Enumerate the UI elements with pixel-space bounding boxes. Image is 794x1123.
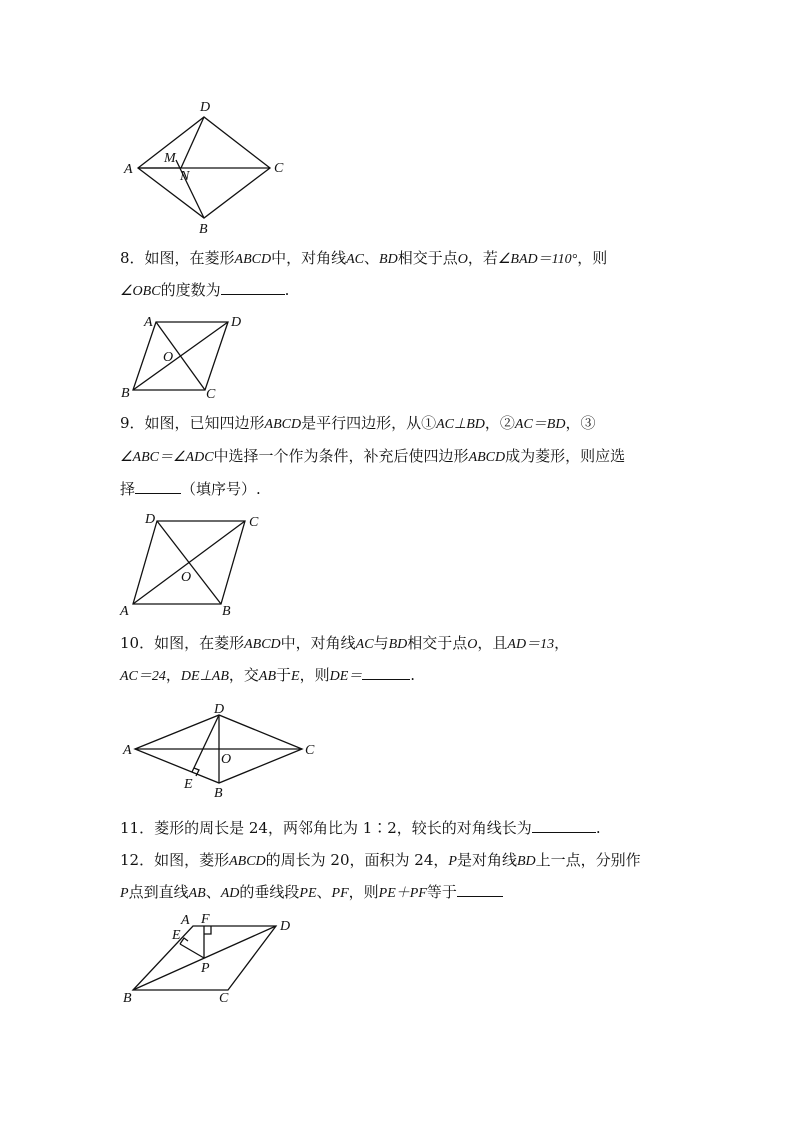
fig10-label-e: E (184, 777, 193, 792)
q9-text: 9．如图，已知四边形 (120, 414, 265, 432)
fig9-label-o: O (181, 570, 192, 585)
q12-text: 的垂线段 (239, 883, 300, 901)
q9-condition-2: AC＝BD (514, 417, 566, 432)
q10-text: 中，对角线 (280, 634, 356, 652)
q8-abcd: ABCD (234, 252, 272, 267)
fig12-label-e: E (172, 928, 181, 943)
q9-condition-3: ∠ABC＝∠ADC (120, 450, 214, 465)
q8-end: . (284, 281, 290, 299)
fig12-label-c: C (219, 991, 229, 1006)
q8-ac: AC (346, 252, 365, 267)
fig7-label-b: B (199, 222, 208, 237)
q8-text: ，则 (577, 249, 608, 267)
fig12-right-angle-f (204, 926, 211, 934)
q10-text: ，则 (299, 666, 330, 684)
q8-text: 相交于点 (397, 249, 458, 267)
fig9-label-d: D (145, 512, 156, 527)
fig7-label-n: N (180, 169, 190, 184)
q10-text: 相交于点 (407, 634, 468, 652)
fig7-label-c: C (274, 161, 284, 176)
fig7-label-d: D (200, 100, 211, 115)
q8-text: 8．如图，在菱形 (120, 249, 235, 267)
q12-ad: AD (220, 886, 240, 901)
q12-text: 是对角线 (456, 851, 517, 869)
q12-pe: PE (299, 886, 317, 901)
q9-text: 是平行四边形，从① (301, 414, 437, 432)
q8-bd: BD (379, 252, 398, 267)
q12-text: 、 (205, 883, 221, 901)
q12-text: 上一点，分别作 (535, 851, 641, 869)
fig9-label-a: A (120, 604, 129, 619)
q12-pf: PF (331, 886, 349, 901)
fig12-label-a: A (181, 913, 190, 928)
q10-text: 10．如图，在菱形 (120, 634, 245, 652)
fig9-label-c: C (249, 515, 259, 530)
q12-text: 等于 (426, 883, 457, 901)
q12-text: 12．如图，菱形 (120, 851, 230, 869)
fig9-label-b: B (222, 604, 231, 619)
q12-abcd: ABCD (229, 854, 266, 869)
fig8-label-d: D (231, 315, 242, 330)
q12-p: P (120, 886, 129, 901)
q10-de: DE＝ (329, 669, 363, 684)
fig10-label-a: A (123, 743, 132, 758)
q9-text: （填序号）. (181, 480, 261, 498)
fig10-label-d: D (214, 702, 225, 717)
q10-ab: AB (258, 669, 276, 684)
q9-abcd: ABCD (468, 450, 506, 465)
q10-text: 与 (373, 634, 389, 652)
q8-text: ，若 (467, 249, 498, 267)
q9-text: 择 (120, 480, 136, 498)
q12-ab: AB (188, 886, 206, 901)
q11-end: . (595, 819, 601, 837)
q8-obc: ∠OBC (120, 284, 161, 299)
q10-ac: AC (355, 637, 374, 652)
q10-e: E (291, 669, 300, 684)
fig12-segment-pe (180, 944, 204, 958)
fig8-label-o: O (163, 350, 174, 365)
q10-text: 于 (276, 666, 292, 684)
q10-bd: BD (388, 637, 408, 652)
q9-abcd: ABCD (264, 417, 302, 432)
q10-ac24: AC＝24 (120, 669, 166, 684)
q12-text: 的周长为 20，面积为 24， (265, 851, 449, 869)
fig12-label-b: B (123, 991, 132, 1006)
fig12-label-d: D (280, 919, 291, 934)
fig10-label-o: O (221, 752, 232, 767)
q9-text: 成为菱形，则应选 (505, 447, 626, 465)
q9-text: 中选择一个作为条件，补充后使四边形 (213, 447, 469, 465)
q9-text: ，② (484, 414, 515, 432)
fig10-label-c: C (305, 743, 315, 758)
q12-sum: PE＋PF (378, 886, 427, 901)
q10-abcd: ABCD (244, 637, 281, 652)
q8-text: 的度数为 (160, 281, 221, 299)
q12-text: 、 (316, 883, 332, 901)
q10-end: . (410, 666, 416, 684)
q10-ad: AD＝13 (507, 637, 555, 652)
fig8-label-a: A (144, 315, 153, 330)
fig8-label-c: C (206, 387, 216, 402)
q8-o: O (457, 252, 468, 267)
q8-text: 、 (364, 249, 380, 267)
fig7-label-m: M (164, 151, 176, 166)
q12-bd: BD (516, 854, 536, 869)
q10-text: ， (165, 666, 181, 684)
q10-o: O (467, 637, 478, 652)
q12-text: 点到直线 (128, 883, 189, 901)
q10-text: ， (554, 634, 570, 652)
fig8-label-b: B (121, 386, 130, 401)
q10-text: ，交 (228, 666, 259, 684)
q12-p: P (448, 854, 457, 869)
q10-de-perp-ab: DE⊥AB (180, 669, 229, 684)
fig12-label-p: P (201, 961, 210, 976)
q9-text: ，③ (565, 414, 596, 432)
fig12-label-f: F (201, 912, 210, 927)
q11-text: 11．菱形的周长是 24，两邻角比为 1∶2，较长的对角线长为 (120, 819, 532, 837)
q10-text: ，且 (477, 634, 508, 652)
q9-condition-1: AC⊥BD (436, 417, 485, 432)
fig7-label-a: A (124, 162, 133, 177)
fig10-label-b: B (214, 786, 223, 801)
q8-text: 中，对角线 (271, 249, 347, 267)
q8-condition: ∠BAD＝110° (497, 252, 578, 267)
q12-text: ，则 (348, 883, 379, 901)
